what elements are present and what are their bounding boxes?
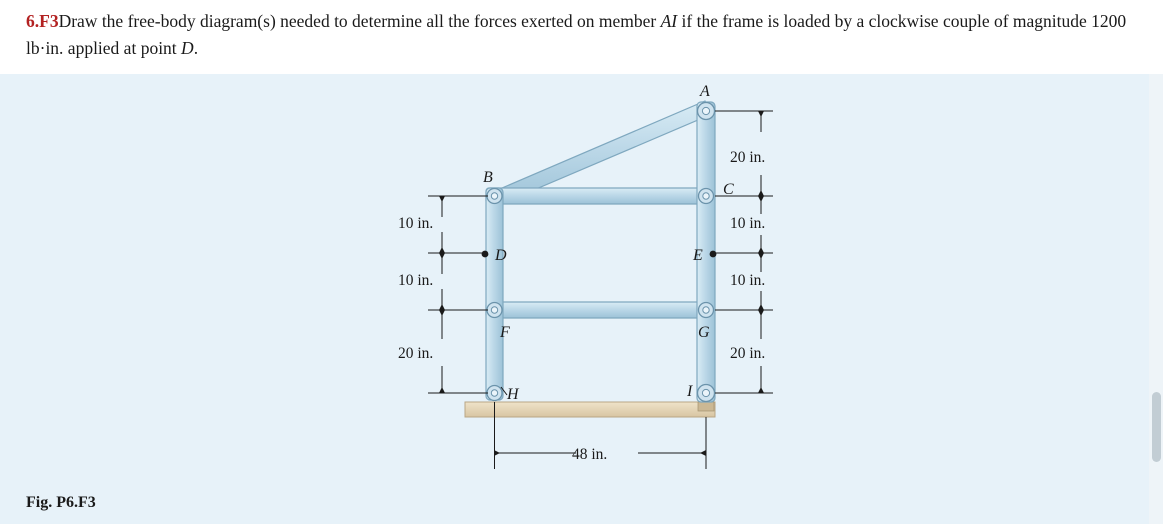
problem-member-label: AI (660, 11, 678, 31)
joint-I (698, 385, 715, 402)
dim-left-3: 20 in. (398, 345, 434, 362)
member-BH (486, 188, 503, 400)
figure-caption: Fig. P6.F3 (26, 494, 96, 511)
dim-right-1: 20 in. (730, 149, 766, 166)
label-B: B (483, 169, 493, 186)
problem-statement (26, 8, 1141, 62)
problem-text-1: Draw the free-body diagram(s) needed to determine all the forces exerted on member (58, 11, 661, 31)
dim-right-3: 10 in. (730, 272, 766, 289)
left-dimension-lines (428, 196, 488, 393)
label-G: G (698, 324, 710, 341)
label-F: F (500, 324, 510, 341)
figure-panel (0, 74, 1163, 524)
point-marker-E (710, 251, 717, 258)
dim-right-4: 20 in. (730, 345, 766, 362)
label-D: D (495, 247, 507, 264)
scrollbar-track[interactable] (1149, 74, 1163, 524)
joint-C (699, 189, 714, 204)
problem-text-2: if the frame is loaded by a clockwise couple of magnitude 1200 lb·in. applied at point (26, 11, 1127, 59)
dim-base: 48 in. (572, 446, 608, 463)
problem-text-end: . (193, 38, 199, 59)
dim-left-2: 10 in. (398, 272, 434, 289)
label-C: C (723, 181, 734, 198)
joint-A (698, 103, 715, 120)
frame-diagram (380, 84, 860, 504)
dim-right-2: 10 in. (730, 215, 766, 232)
label-A: A (700, 84, 710, 100)
joint-B (487, 189, 502, 204)
problem-number: 6.F3 (26, 11, 59, 31)
label-H: H (507, 386, 519, 403)
joint-G (699, 303, 714, 318)
member-BC (486, 188, 714, 204)
joint-F (487, 303, 502, 318)
point-marker-D (482, 251, 489, 258)
ground-base (465, 402, 715, 417)
scrollbar-thumb[interactable] (1152, 392, 1161, 462)
label-I: I (687, 383, 693, 400)
label-E: E (693, 247, 703, 264)
problem-point-label: D (181, 38, 194, 59)
member-FG (486, 302, 714, 318)
dim-left-1: 10 in. (398, 215, 434, 232)
joint-H (487, 386, 502, 401)
